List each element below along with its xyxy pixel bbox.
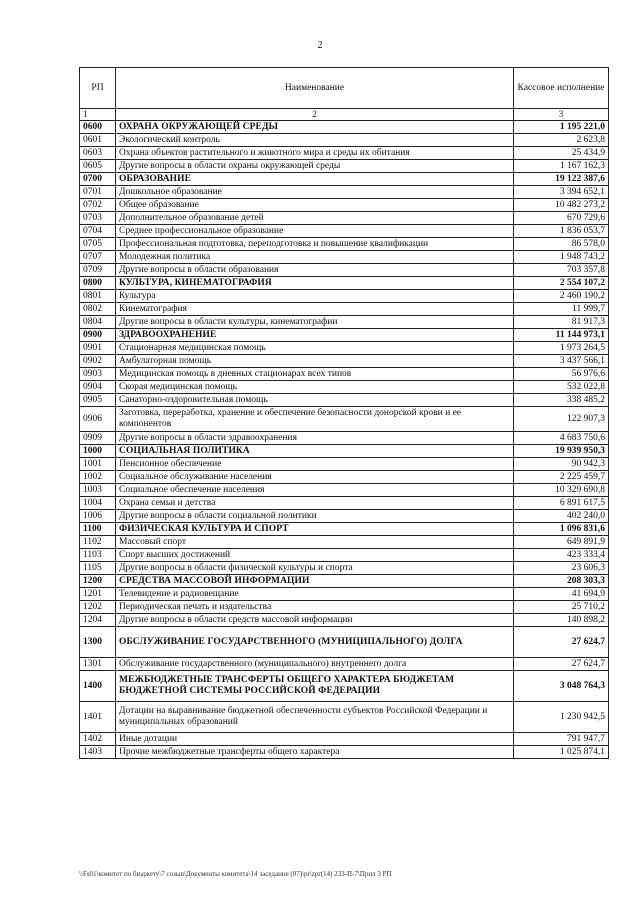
table-row — [80, 484, 609, 497]
section-row — [80, 523, 609, 536]
row-code: 1200 — [80, 575, 116, 588]
row-code: 1100 — [80, 523, 116, 536]
row-amount: 4 683 750,6 — [514, 432, 609, 445]
table-row — [80, 368, 609, 381]
row-code: 1403 — [80, 746, 116, 759]
row-code: 1001 — [80, 458, 116, 471]
row-amount: 208 303,3 — [514, 575, 609, 588]
row-code: 1103 — [80, 549, 116, 562]
row-name: Санаторно-оздоровительная помощь — [116, 394, 514, 407]
row-amount: 1 948 743,2 — [514, 251, 609, 264]
row-amount: 140 898,2 — [514, 614, 609, 627]
table-row — [80, 549, 609, 562]
row-amount: 6 891 617,5 — [514, 497, 609, 510]
table-row — [80, 186, 609, 199]
row-code: 0700 — [80, 173, 116, 186]
row-name: СОЦИАЛЬНАЯ ПОЛИТИКА — [116, 445, 514, 458]
budget-execution-table — [79, 67, 609, 759]
table-row — [80, 562, 609, 575]
row-name: Другие вопросы в области здравоохранения — [116, 432, 514, 445]
row-code: 0804 — [80, 316, 116, 329]
table-row — [80, 160, 609, 173]
row-name: Стационарная медицинская помощь — [116, 342, 514, 355]
row-amount: 19 939 950,3 — [514, 445, 609, 458]
row-amount: 27 624,7 — [514, 658, 609, 671]
row-code: 0705 — [80, 238, 116, 251]
row-name: Массовый спорт — [116, 536, 514, 549]
section-row — [80, 671, 609, 702]
row-code: 1105 — [80, 562, 116, 575]
row-amount: 23 606,3 — [514, 562, 609, 575]
row-amount: 1 096 831,6 — [514, 523, 609, 536]
row-amount: 81 917,3 — [514, 316, 609, 329]
table-row — [80, 702, 609, 733]
row-amount: 27 624,7 — [514, 627, 609, 658]
column-index-row — [80, 109, 609, 121]
section-row — [80, 627, 609, 658]
row-code: 0906 — [80, 407, 116, 432]
row-amount: 90 942,3 — [514, 458, 609, 471]
table-row — [80, 251, 609, 264]
row-name: Медицинская помощь в дневных стационарах всех типов — [116, 368, 514, 381]
table-row — [80, 407, 609, 432]
row-name: Дошкольное образование — [116, 186, 514, 199]
header-name: Наименование — [116, 68, 514, 109]
row-code: 1202 — [80, 601, 116, 614]
table-row — [80, 316, 609, 329]
row-code: 0801 — [80, 290, 116, 303]
row-code: 1102 — [80, 536, 116, 549]
row-amount: 402 240,0 — [514, 510, 609, 523]
row-code: 0703 — [80, 212, 116, 225]
row-amount: 3 048 764,3 — [514, 671, 609, 702]
row-amount: 11 144 973,1 — [514, 329, 609, 342]
row-amount: 3 394 652,1 — [514, 186, 609, 199]
footer-file-path: \\Fs01\комитет по бюджету\7 созыв\Документы комитета\14 заседание (07)\pr\zpr(14) 233-П-7\Прил 3 РП — [79, 870, 392, 878]
column-index-2: 2 — [116, 109, 514, 121]
row-code: 1004 — [80, 497, 116, 510]
row-amount: 25 434,9 — [514, 147, 609, 160]
row-code: 0701 — [80, 186, 116, 199]
row-name: ЗДРАВООХРАНЕНИЕ — [116, 329, 514, 342]
table-row — [80, 394, 609, 407]
table-row — [80, 432, 609, 445]
row-code: 1003 — [80, 484, 116, 497]
row-name: Заготовка, переработка, хранение и обеспечение безопасности донорской крови и ее компонентов — [116, 407, 514, 432]
row-code: 1002 — [80, 471, 116, 484]
row-name: Охрана семьи и детства — [116, 497, 514, 510]
row-amount: 19 122 387,6 — [514, 173, 609, 186]
row-amount: 703 357,8 — [514, 264, 609, 277]
row-name: ФИЗИЧЕСКАЯ КУЛЬТУРА И СПОРТ — [116, 523, 514, 536]
table-row — [80, 746, 609, 759]
row-name: Молодежная политика — [116, 251, 514, 264]
row-amount: 11 999,7 — [514, 303, 609, 316]
page-number: 2 — [317, 40, 323, 51]
row-code: 0900 — [80, 329, 116, 342]
row-name: Другие вопросы в области образования — [116, 264, 514, 277]
row-code: 0601 — [80, 134, 116, 147]
row-name: Другие вопросы в области социальной политики — [116, 510, 514, 523]
row-code: 0904 — [80, 381, 116, 394]
table-row — [80, 536, 609, 549]
row-code: 0909 — [80, 432, 116, 445]
row-code: 0603 — [80, 147, 116, 160]
row-amount: 2 460 190,2 — [514, 290, 609, 303]
table-row — [80, 290, 609, 303]
table-row — [80, 238, 609, 251]
table-row — [80, 614, 609, 627]
row-amount: 56 976,6 — [514, 368, 609, 381]
row-amount: 791 947,7 — [514, 733, 609, 746]
section-row — [80, 277, 609, 290]
row-name: Другие вопросы в области культуры, кинематографии — [116, 316, 514, 329]
row-name: Дотации на выравнивание бюджетной обеспеченности субъектов Российской Федерации и муниципальных образований — [116, 702, 514, 733]
row-name: Прочие межбюджетные трансферты общего характера — [116, 746, 514, 759]
section-row — [80, 173, 609, 186]
header-amount: Кассовое исполнение — [514, 68, 609, 109]
table-row — [80, 303, 609, 316]
row-code: 0802 — [80, 303, 116, 316]
table-row — [80, 471, 609, 484]
header-code: РП — [80, 68, 116, 109]
row-amount: 1 195 221,0 — [514, 121, 609, 134]
row-amount: 1 025 874,1 — [514, 746, 609, 759]
row-name: Пенсионное обеспечение — [116, 458, 514, 471]
table-row — [80, 658, 609, 671]
row-code: 1401 — [80, 702, 116, 733]
row-name: Другие вопросы в области физической культуры и спорта — [116, 562, 514, 575]
row-name: СРЕДСТВА МАССОВОЙ ИНФОРМАЦИИ — [116, 575, 514, 588]
section-row — [80, 575, 609, 588]
row-name: Другие вопросы в области охраны окружающей среды — [116, 160, 514, 173]
row-name: Кинематография — [116, 303, 514, 316]
row-name: Дополнительное образование детей — [116, 212, 514, 225]
row-amount: 1 836 053,7 — [514, 225, 609, 238]
column-index-1: 1 — [80, 109, 116, 121]
row-amount: 122 907,3 — [514, 407, 609, 432]
row-name: Амбулаторная помощь — [116, 355, 514, 368]
table-row — [80, 458, 609, 471]
row-name: Профессиональная подготовка, переподготовка и повышение квалификации — [116, 238, 514, 251]
row-amount: 649 891,9 — [514, 536, 609, 549]
table-row — [80, 733, 609, 746]
row-name: Социальное обеспечение населения — [116, 484, 514, 497]
row-code: 0902 — [80, 355, 116, 368]
row-name: Общее образование — [116, 199, 514, 212]
row-amount: 10 329 690,8 — [514, 484, 609, 497]
row-name: МЕЖБЮДЖЕТНЫЕ ТРАНСФЕРТЫ ОБЩЕГО ХАРАКТЕРА БЮДЖЕТАМ БЮДЖЕТНОЙ СИСТЕМЫ РОССИЙСКОЙ ФЕДЕРАЦИИ — [116, 671, 514, 702]
section-row — [80, 445, 609, 458]
row-amount: 41 694,9 — [514, 588, 609, 601]
row-amount: 86 578,0 — [514, 238, 609, 251]
row-amount: 670 729,6 — [514, 212, 609, 225]
row-code: 1301 — [80, 658, 116, 671]
row-code: 1006 — [80, 510, 116, 523]
row-name: Периодическая печать и издательства — [116, 601, 514, 614]
row-name: Скорая медицинская помощь — [116, 381, 514, 394]
row-name: ОБРАЗОВАНИЕ — [116, 173, 514, 186]
row-code: 0702 — [80, 199, 116, 212]
table-row — [80, 588, 609, 601]
table-row — [80, 355, 609, 368]
row-code: 0600 — [80, 121, 116, 134]
row-name: ОБСЛУЖИВАНИЕ ГОСУДАРСТВЕННОГО (МУНИЦИПАЛЬНОГО) ДОЛГА — [116, 627, 514, 658]
row-code: 1300 — [80, 627, 116, 658]
row-amount: 1 167 162,3 — [514, 160, 609, 173]
row-amount: 1 230 942,5 — [514, 702, 609, 733]
row-code: 1201 — [80, 588, 116, 601]
table-row — [80, 381, 609, 394]
table-row — [80, 212, 609, 225]
section-row — [80, 329, 609, 342]
table-row — [80, 199, 609, 212]
table-header-row — [80, 68, 609, 109]
row-code: 0704 — [80, 225, 116, 238]
row-name: КУЛЬТУРА, КИНЕМАТОГРАФИЯ — [116, 277, 514, 290]
row-code: 0901 — [80, 342, 116, 355]
row-amount: 338 485,2 — [514, 394, 609, 407]
row-amount: 2 623,8 — [514, 134, 609, 147]
row-code: 1402 — [80, 733, 116, 746]
row-name: Охрана объектов растительного и животного мира и среды их обитания — [116, 147, 514, 160]
row-name: Социальное обслуживание населения — [116, 471, 514, 484]
row-name: Иные дотации — [116, 733, 514, 746]
row-code: 0709 — [80, 264, 116, 277]
table-row — [80, 147, 609, 160]
row-amount: 423 333,4 — [514, 549, 609, 562]
row-code: 0903 — [80, 368, 116, 381]
row-name: Среднее профессиональное образование — [116, 225, 514, 238]
row-code: 0605 — [80, 160, 116, 173]
column-index-3: 3 — [514, 109, 609, 121]
row-name: Спорт высших достижений — [116, 549, 514, 562]
table-row — [80, 225, 609, 238]
table-row — [80, 134, 609, 147]
row-name: Обслуживание государственного (муниципального) внутреннего долга — [116, 658, 514, 671]
table-row — [80, 264, 609, 277]
row-name: Другие вопросы в области средств массовой информации — [116, 614, 514, 627]
row-name: Экологический контроль — [116, 134, 514, 147]
row-code: 0905 — [80, 394, 116, 407]
row-amount: 1 973 264,5 — [514, 342, 609, 355]
row-amount: 25 710,2 — [514, 601, 609, 614]
row-amount: 2 554 107,2 — [514, 277, 609, 290]
table-row — [80, 510, 609, 523]
row-code: 1400 — [80, 671, 116, 702]
row-name: Телевидение и радиовещание — [116, 588, 514, 601]
row-amount: 10 482 273,2 — [514, 199, 609, 212]
table-row — [80, 497, 609, 510]
section-row — [80, 121, 609, 134]
row-amount: 2 225 459,7 — [514, 471, 609, 484]
row-code: 1000 — [80, 445, 116, 458]
row-name: ОХРАНА ОКРУЖАЮЩЕЙ СРЕДЫ — [116, 121, 514, 134]
table-row — [80, 342, 609, 355]
row-code: 0707 — [80, 251, 116, 264]
table-row — [80, 601, 609, 614]
row-name: Культура — [116, 290, 514, 303]
row-code: 1204 — [80, 614, 116, 627]
row-amount: 532 022,8 — [514, 381, 609, 394]
row-amount: 3 437 566,1 — [514, 355, 609, 368]
row-code: 0800 — [80, 277, 116, 290]
